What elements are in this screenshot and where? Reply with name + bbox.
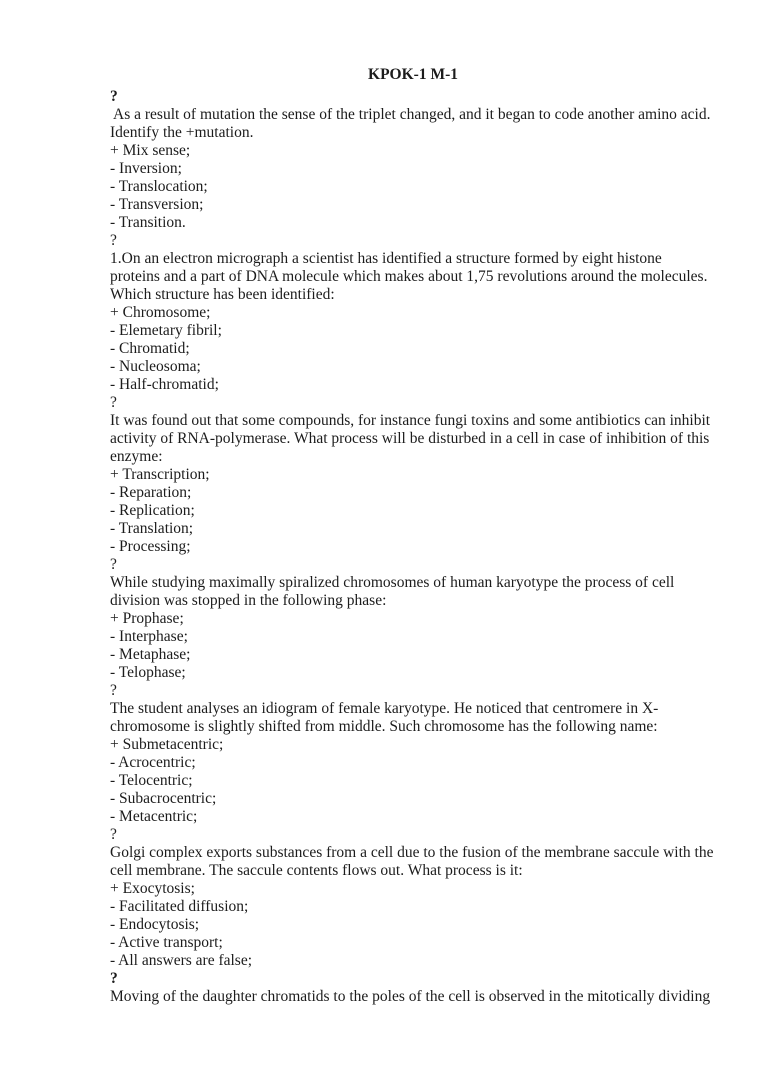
text-line: - Transversion;: [110, 196, 204, 213]
text-line: - Translation;: [110, 520, 194, 537]
document-content: [110, 66, 716, 1006]
text-line: + Prophase;: [110, 610, 184, 627]
text-line: Moving of the daughter chromatids to the poles of the cell is observed in the mitotically dividing: [110, 988, 711, 1005]
text-line: - Transition.: [110, 214, 186, 231]
text-line: - Replication;: [110, 502, 195, 519]
text-line: enzyme:: [110, 448, 163, 465]
text-line: 1.On an electron micrograph a scientist has identified a structure formed by eight histone: [110, 250, 662, 267]
text-line: cell membrane. The saccule contents flows out. What process is it:: [110, 862, 523, 879]
text-line: - Active transport;: [110, 934, 223, 951]
text-line: - Acrocentric;: [110, 754, 196, 771]
text-line: It was found out that some compounds, for instance fungi toxins and some antibiotics can inhibit: [110, 412, 711, 429]
text-line: proteins and a part of DNA molecule which makes about 1,75 revolutions around the molecules.: [110, 268, 708, 285]
text-line: ?: [110, 556, 117, 573]
text-line: + Chromosome;: [110, 304, 211, 321]
text-line: - Chromatid;: [110, 340, 190, 357]
text-line: - Telophase;: [110, 664, 186, 681]
text-line: - Processing;: [110, 538, 191, 555]
text-line: - Metaphase;: [110, 646, 191, 663]
text-line: Golgi complex exports substances from a cell due to the fusion of the membrane saccule with the: [110, 844, 714, 861]
text-line: chromosome is slightly shifted from middle. Such chromosome has the following name:: [110, 718, 658, 735]
text-line: - Endocytosis;: [110, 916, 200, 933]
text-line: - Half-chromatid;: [110, 376, 219, 393]
text-line: As a result of mutation the sense of the triplet changed, and it began to code another amino acid.: [110, 106, 711, 123]
text-line: - Elemetary fibril;: [110, 322, 222, 339]
text-line: While studying maximally spiralized chromosomes of human karyotype the process of cell: [110, 574, 675, 591]
text-line: Identify the +mutation.: [110, 124, 254, 141]
text-line: ?: [110, 88, 118, 105]
text-line: ?: [110, 682, 117, 699]
text-line: ?: [110, 394, 117, 411]
text-line: + Mix sense;: [110, 142, 191, 159]
text-line: ?: [110, 826, 117, 843]
text-line: activity of RNA-polymerase. What process will be disturbed in a cell in case of inhibition of this: [110, 430, 710, 447]
text-line: - Subacrocentric;: [110, 790, 217, 807]
text-line: - Translocation;: [110, 178, 208, 195]
text-line: - Nucleosoma;: [110, 358, 201, 375]
text-line: ?: [110, 970, 118, 987]
text-line: + Exocytosis;: [110, 880, 195, 897]
text-line: - All answers are false;: [110, 952, 253, 969]
text-line: - Interphase;: [110, 628, 188, 645]
text-line: + Submetacentric;: [110, 736, 224, 753]
text-line: - Facilitated diffusion;: [110, 898, 249, 915]
document-title: KPOK-1 M-1: [368, 66, 458, 83]
text-line: - Metacentric;: [110, 808, 198, 825]
text-line: The student analyses an idiogram of female karyotype. He noticed that centromere in X-: [110, 700, 659, 717]
text-line: - Telocentric;: [110, 772, 193, 789]
document-lines: [110, 88, 716, 1006]
text-line: division was stopped in the following phase:: [110, 592, 387, 609]
text-line: - Inversion;: [110, 160, 182, 177]
text-line: - Reparation;: [110, 484, 192, 501]
text-line: ?: [110, 232, 117, 249]
text-line: Which structure has been identified:: [110, 286, 335, 303]
text-line: + Transcription;: [110, 466, 210, 483]
